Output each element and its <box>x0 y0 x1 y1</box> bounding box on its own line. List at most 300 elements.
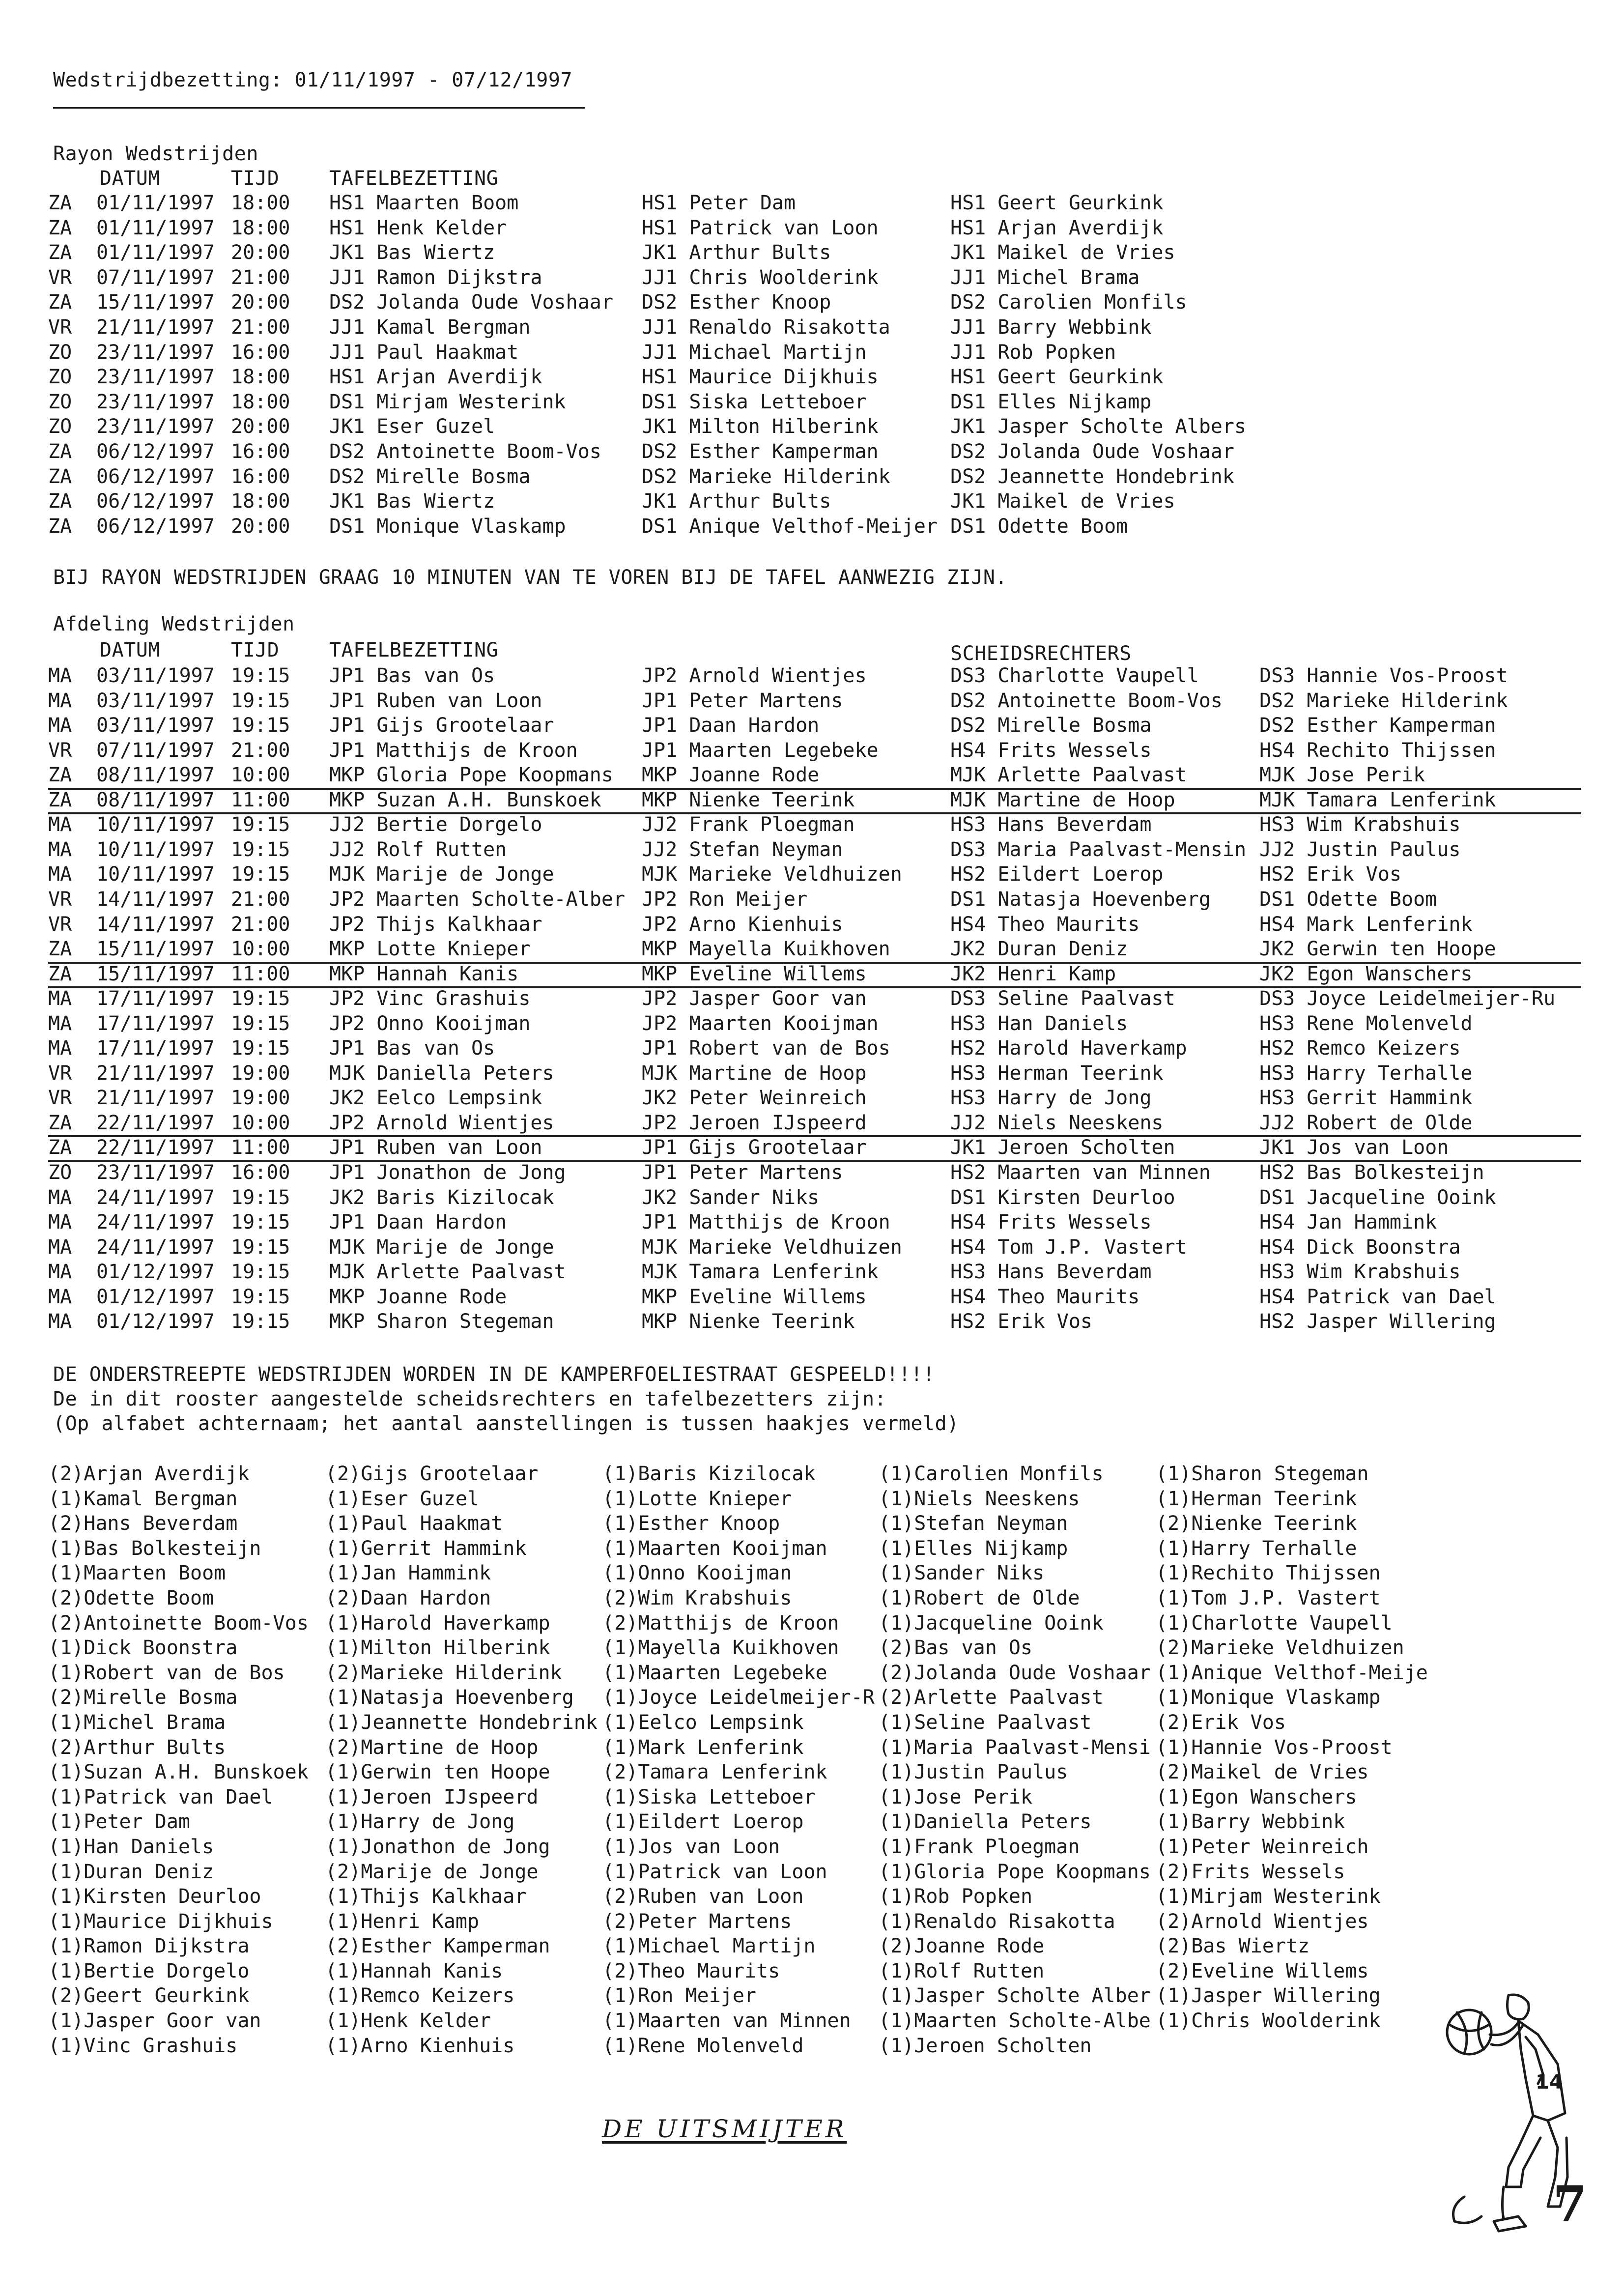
afdeling-table-official: JP1 Ruben van Loon <box>329 689 542 712</box>
official-name: (1)Patrick van Loon <box>602 1860 827 1883</box>
official-name: (2)Erik Vos <box>1156 1711 1286 1734</box>
official-name: (2)Maikel de Vries <box>1156 1761 1369 1784</box>
afdeling-row-underlined <box>48 1111 1581 1138</box>
rayon-day: ZO <box>48 390 72 413</box>
official-name: (2)Nienke Teerink <box>1156 1512 1357 1535</box>
afdeling-day: MA <box>48 987 72 1010</box>
afdeling-referee: JK1 Jos van Loon <box>1259 1136 1449 1159</box>
afdeling-row <box>48 862 1581 887</box>
afdeling-table-official: JP1 Bas van Os <box>329 664 495 687</box>
official-name: (2)Antoinette Boom-Vos <box>48 1611 309 1635</box>
afdeling-referee: HS3 Harry Terhalle <box>1259 1062 1473 1085</box>
official-name: (1)Sharon Stegeman <box>1156 1463 1369 1485</box>
rayon-table-official: JK1 Eser Guzel <box>329 415 495 438</box>
official-name: (1)Jos van Loon <box>602 1835 780 1858</box>
official-name: (1)Harold Haverkamp <box>325 1611 550 1635</box>
afdeling-day: MA <box>48 1310 72 1333</box>
afdeling-referee: HS4 Frits Wessels <box>950 739 1152 762</box>
afdeling-date: 03/11/1997 <box>96 714 215 737</box>
afdeling-time: 19:15 <box>231 714 290 737</box>
afdeling-day: MA <box>48 1211 72 1234</box>
rayon-time: 16:00 <box>231 465 290 488</box>
afdeling-referee: JK2 Gerwin ten Hoope <box>1259 938 1496 961</box>
afdeling-referee: DS1 Jacqueline Ooink <box>1259 1186 1496 1209</box>
rayon-row <box>48 414 1581 439</box>
rayon-time: 18:00 <box>231 192 290 214</box>
rayon-day: ZO <box>48 415 72 438</box>
afdeling-row-underlined <box>48 962 1581 989</box>
rayon-table-official: DS2 Esther Knoop <box>642 291 831 314</box>
official-name: (1)Mirjam Westerink <box>1156 1885 1381 1908</box>
official-name: (2)Jolanda Oude Voshaar <box>879 1661 1151 1684</box>
rayon-table-official: HS1 Patrick van Loon <box>642 216 879 239</box>
rayon-col-tijd: TIJD <box>231 167 280 190</box>
rayon-date: 06/12/1997 <box>96 465 215 488</box>
afdeling-referee: JJ2 Niels Neeskens <box>950 1111 1164 1134</box>
afdeling-note-underlined: DE ONDERSTREEPTE WEDSTRIJDEN WORDEN IN DE KAMPERFOELIESTRAAT GESPEELD!!!! <box>53 1363 935 1386</box>
rayon-table-official: DS1 Odette Boom <box>950 515 1128 538</box>
rayon-table-official: JJ1 Rob Popken <box>950 341 1116 364</box>
official-name: (2)Daan Hardon <box>325 1586 491 1609</box>
afdeling-referee: JK2 Duran Deniz <box>950 938 1128 961</box>
afdeling-referee: MJK Tamara Lenferink <box>1259 788 1496 811</box>
rayon-day: ZO <box>48 366 72 389</box>
rayon-table-official: DS2 Jeannette Hondebrink <box>950 465 1234 488</box>
afdeling-table-official: JP2 Arno Kienhuis <box>642 913 843 936</box>
afdeling-day: ZA <box>48 962 72 985</box>
afdeling-date: 01/12/1997 <box>96 1285 215 1308</box>
afdeling-day: MA <box>48 664 72 687</box>
rayon-time: 20:00 <box>231 241 290 264</box>
afdeling-table-official: JP1 Daan Hardon <box>642 714 820 737</box>
afdeling-row <box>48 887 1581 912</box>
afdeling-table-official: MKP Nienke Teerink <box>642 1310 855 1333</box>
rayon-date: 21/11/1997 <box>96 316 215 339</box>
rayon-row <box>48 489 1581 514</box>
rayon-table-official: JK1 Bas Wiertz <box>329 490 495 513</box>
afdeling-date: 08/11/1997 <box>96 788 215 811</box>
rayon-time: 20:00 <box>231 291 290 314</box>
rayon-table-official: JJ1 Renaldo Risakotta <box>642 316 890 339</box>
afdeling-referee: HS2 Harold Haverkamp <box>950 1037 1187 1060</box>
rayon-date: 01/11/1997 <box>96 192 215 214</box>
afdeling-row-underlined <box>48 937 1581 964</box>
official-name: (1)Barry Webbink <box>1156 1810 1345 1834</box>
afdeling-date: 03/11/1997 <box>96 664 215 687</box>
official-name: (1)Ron Meijer <box>602 1984 757 2008</box>
official-name: (1)Sander Niks <box>879 1562 1045 1585</box>
official-name: (2)Eveline Willems <box>1156 1959 1369 1982</box>
afdeling-time: 19:00 <box>231 1087 290 1110</box>
afdeling-date: 03/11/1997 <box>96 689 215 712</box>
official-name: (2)Hans Beverdam <box>48 1512 238 1535</box>
rayon-table-official: DS2 Jolanda Oude Voshaar <box>329 291 613 314</box>
afdeling-referee: JJ2 Justin Paulus <box>1259 838 1461 861</box>
rayon-day: ZA <box>48 440 72 463</box>
rayon-row <box>48 439 1581 464</box>
afdeling-referee: HS4 Theo Maurits <box>950 913 1140 936</box>
afdeling-referee: HS3 Han Daniels <box>950 1012 1128 1035</box>
afdeling-date: 14/11/1997 <box>96 913 215 936</box>
official-name: (1)Maria Paalvast-Mensi <box>879 1736 1151 1759</box>
afdeling-table-official: JJ2 Stefan Neyman <box>642 838 843 861</box>
svg-text:14: 14 <box>1536 2071 1563 2094</box>
afdeling-referee: JK2 Henri Kamp <box>950 962 1116 985</box>
official-name: (1)Eildert Loerop <box>602 1810 804 1834</box>
rayon-day: ZO <box>48 341 72 364</box>
rayon-table-official: JK1 Maikel de Vries <box>950 490 1175 513</box>
afdeling-table-official: MKP Lotte Knieper <box>329 938 531 961</box>
afdeling-referee: MJK Jose Perik <box>1259 764 1425 787</box>
afdeling-time: 11:00 <box>231 1136 290 1159</box>
afdeling-row <box>48 663 1581 689</box>
afdeling-time: 21:00 <box>231 739 290 762</box>
official-name: (1)Rechito Thijssen <box>1156 1562 1381 1585</box>
afdeling-table-official: JP1 Maarten Legebeke <box>642 739 879 762</box>
rayon-table-official: JJ1 Barry Webbink <box>950 316 1152 339</box>
official-name: (1)Arno Kienhuis <box>325 2034 515 2057</box>
rayon-col-tafel: TAFELBEZETTING <box>329 167 499 190</box>
afdeling-referee: HS4 Frits Wessels <box>950 1211 1152 1234</box>
rayon-row <box>48 240 1581 265</box>
afdeling-table-official: JP1 Peter Martens <box>642 1161 843 1184</box>
rayon-date: 07/11/1997 <box>96 266 215 289</box>
official-name: (1)Bas Bolkesteijn <box>48 1537 261 1560</box>
afdeling-row <box>48 1036 1581 1061</box>
rayon-date: 23/11/1997 <box>96 390 215 413</box>
rayon-table-official: HS1 Peter Dam <box>642 192 796 214</box>
afdeling-referee: DS1 Odette Boom <box>1259 888 1437 911</box>
afdeling-referee: HS2 Jasper Willering <box>1259 1310 1496 1333</box>
official-name: (2)Gijs Grootelaar <box>325 1463 539 1485</box>
afdeling-table-official: JP1 Gijs Grootelaar <box>642 1136 867 1159</box>
afdeling-date: 08/11/1997 <box>96 764 215 787</box>
official-name: (2)Mirelle Bosma <box>48 1686 238 1709</box>
afdeling-table-official: JP2 Ron Meijer <box>642 888 808 911</box>
official-name: (2)Martine de Hoop <box>325 1736 539 1759</box>
afdeling-referee: HS3 Gerrit Hammink <box>1259 1087 1473 1110</box>
rayon-date: 15/11/1997 <box>96 291 215 314</box>
rayon-section-title: Rayon Wedstrijden <box>53 143 258 165</box>
afdeling-referee: HS3 Wim Krabshuis <box>1259 813 1461 836</box>
afdeling-day: ZA <box>48 788 72 811</box>
official-name: (1)Chris Woolderink <box>1156 2009 1381 2033</box>
afdeling-date: 23/11/1997 <box>96 1161 215 1184</box>
afdeling-referee: DS2 Esther Kamperman <box>1259 714 1496 737</box>
rayon-table-official: HS1 Geert Geurkink <box>950 192 1164 214</box>
official-name: (1)Robert de Olde <box>879 1586 1080 1609</box>
official-name: (1)Justin Paulus <box>879 1761 1068 1784</box>
afdeling-referee: HS3 Hans Beverdam <box>950 813 1152 836</box>
rayon-date: 06/12/1997 <box>96 440 215 463</box>
rayon-table-official: DS2 Esther Kamperman <box>642 440 879 463</box>
rayon-date: 23/11/1997 <box>96 341 215 364</box>
official-name: (2)Marieke Hilderink <box>325 1661 562 1684</box>
official-name: (1)Stefan Neyman <box>879 1512 1068 1535</box>
official-name: (2)Bas van Os <box>879 1636 1033 1660</box>
official-name: (1)Jasper Willering <box>1156 1984 1381 2008</box>
afdeling-day: MA <box>48 1285 72 1308</box>
afdeling-row <box>48 713 1581 738</box>
official-name: (1)Henri Kamp <box>325 1910 480 1933</box>
rayon-time: 21:00 <box>231 266 290 289</box>
rayon-table-official: HS1 Maarten Boom <box>329 192 519 214</box>
afdeling-row <box>48 1061 1581 1086</box>
afdeling-referee: DS2 Marieke Hilderink <box>1259 689 1508 712</box>
rayon-date: 01/11/1997 <box>96 241 215 264</box>
afdeling-referee: HS4 Dick Boonstra <box>1259 1235 1461 1259</box>
rayon-time: 18:00 <box>231 390 290 413</box>
official-name: (1)Jeroen IJspeerd <box>325 1785 539 1808</box>
official-name: (1)Jeannette Hondebrink <box>325 1711 598 1734</box>
afdeling-referee: HS3 Herman Teerink <box>950 1062 1164 1085</box>
afdeling-col-scheids: SCHEIDSRECHTERS <box>950 642 1132 665</box>
names-column <box>1156 1462 1431 2034</box>
afdeling-referee: HS2 Eildert Loerop <box>950 863 1164 886</box>
rayon-day: ZA <box>48 490 72 513</box>
rayon-row <box>48 265 1581 290</box>
official-name: (1)Kamal Bergman <box>48 1487 238 1510</box>
afdeling-referee: DS3 Joyce Leidelmeijer-Ru <box>1259 987 1556 1010</box>
official-name: (1)Robert van de Bos <box>48 1661 285 1684</box>
afdeling-table-official: MKP Eveline Willems <box>642 1285 867 1308</box>
official-name: (1)Natasja Hoevenberg <box>325 1686 574 1709</box>
page-number: 7 <box>1553 2175 1587 2233</box>
afdeling-time: 10:00 <box>231 938 290 961</box>
afdeling-referee: DS1 Natasja Hoevenberg <box>950 888 1211 911</box>
afdeling-time: 21:00 <box>231 913 290 936</box>
official-name: (1)Maarten Boom <box>48 1562 226 1585</box>
afdeling-time: 19:15 <box>231 1012 290 1035</box>
official-name: (1)Siska Letteboer <box>602 1785 816 1808</box>
afdeling-time: 19:15 <box>231 987 290 1010</box>
afdeling-day: MA <box>48 1012 72 1035</box>
afdeling-referee: JJ2 Robert de Olde <box>1259 1111 1473 1134</box>
official-name: (2)Joanne Rode <box>879 1935 1045 1958</box>
afdeling-time: 19:00 <box>231 1062 290 1085</box>
rayon-date: 23/11/1997 <box>96 415 215 438</box>
rayon-row <box>48 191 1581 216</box>
afdeling-table-official: JP1 Robert van de Bos <box>642 1037 890 1060</box>
official-name: (1)Carolien Monfils <box>879 1463 1104 1485</box>
afdeling-day: MA <box>48 1186 72 1209</box>
official-name: (1)Joyce Leidelmeijer-R <box>602 1686 875 1709</box>
names-column <box>879 1462 1154 2058</box>
rayon-time: 18:00 <box>231 490 290 513</box>
official-name: (2)Ruben van Loon <box>602 1885 804 1908</box>
afdeling-day: MA <box>48 863 72 886</box>
afdeling-time: 11:00 <box>231 788 290 811</box>
official-name: (1)Duran Deniz <box>48 1860 214 1883</box>
official-name: (1)Jonathon de Jong <box>325 1835 550 1858</box>
afdeling-day: VR <box>48 913 72 936</box>
afdeling-table-official: JP2 Vinc Grashuis <box>329 987 531 1010</box>
rayon-table-official: DS2 Carolien Monfils <box>950 291 1187 314</box>
official-name: (1)Harry Terhalle <box>1156 1537 1357 1560</box>
afdeling-time: 19:15 <box>231 838 290 861</box>
official-name: (1)Monique Vlaskamp <box>1156 1686 1381 1709</box>
afdeling-table-official: MJK Arlette Paalvast <box>329 1261 566 1284</box>
rayon-note: BIJ RAYON WEDSTRIJDEN GRAAG 10 MINUTEN VAN TE VOREN BIJ DE TAFEL AANWEZIG ZIJN. <box>53 566 1007 589</box>
official-name: (1)Han Daniels <box>48 1835 214 1858</box>
afdeling-table-official: MKP Eveline Willems <box>642 962 867 985</box>
afdeling-time: 11:00 <box>231 962 290 985</box>
afdeling-table-official: JJ2 Rolf Rutten <box>329 838 507 861</box>
afdeling-day: ZO <box>48 1161 72 1184</box>
afdeling-table-official: JP2 Onno Kooijman <box>329 1012 531 1035</box>
rayon-day: ZA <box>48 515 72 538</box>
afdeling-referee: HS4 Mark Lenferink <box>1259 913 1473 936</box>
afdeling-row <box>48 1235 1581 1260</box>
rayon-table-official: HS1 Maurice Dijkhuis <box>642 366 879 389</box>
rayon-table-official: DS1 Siska Letteboer <box>642 390 867 413</box>
rayon-row <box>48 365 1581 390</box>
afdeling-day: ZA <box>48 938 72 961</box>
rayon-table-official: JK1 Maikel de Vries <box>950 241 1175 264</box>
names-column <box>602 1462 878 2058</box>
afdeling-table-official: JP1 Peter Martens <box>642 689 843 712</box>
afdeling-table-official: JJ2 Bertie Dorgelo <box>329 813 542 836</box>
afdeling-date: 10/11/1997 <box>96 863 215 886</box>
afdeling-row <box>48 1210 1581 1235</box>
afdeling-col-datum: DATUM <box>100 639 160 661</box>
official-name: (1)Mark Lenferink <box>602 1736 804 1759</box>
official-name: (1)Jasper Scholte Alber <box>879 1984 1151 2008</box>
signature: DE UITSMIJTER <box>602 2115 847 2143</box>
rayon-time: 16:00 <box>231 440 290 463</box>
afdeling-time: 19:15 <box>231 1235 290 1259</box>
official-name: (1)Harry de Jong <box>325 1810 515 1834</box>
names-column <box>48 1462 323 2058</box>
official-name: (1)Ramon Dijkstra <box>48 1935 250 1958</box>
afdeling-date: 24/11/1997 <box>96 1211 215 1234</box>
rayon-day: ZA <box>48 241 72 264</box>
afdeling-table-official: JP2 Arnold Wientjes <box>329 1111 554 1134</box>
afdeling-table-official: MJK Marije de Jonge <box>329 863 554 886</box>
afdeling-referee: DS3 Seline Paalvast <box>950 987 1175 1010</box>
afdeling-row-underlined <box>48 1135 1581 1162</box>
official-name: (1)Hannie Vos-Proost <box>1156 1736 1393 1759</box>
afdeling-row <box>48 986 1581 1011</box>
afdeling-date: 10/11/1997 <box>96 813 215 836</box>
official-name: (1)Maarten van Minnen <box>602 2009 851 2033</box>
afdeling-note-legend: (Op alfabet achternaam; het aantal aanstellingen is tussen haakjes vermeld) <box>53 1412 959 1435</box>
rayon-table-official: JJ1 Michael Martijn <box>642 341 867 364</box>
official-name: (2)Marieke Veldhuizen <box>1156 1636 1404 1660</box>
official-name: (1)Gerwin ten Hoope <box>325 1761 550 1784</box>
afdeling-date: 22/11/1997 <box>96 1111 215 1134</box>
official-name: (1)Eelco Lempsink <box>602 1711 804 1734</box>
afdeling-day: MA <box>48 1235 72 1259</box>
afdeling-col-tafel: TAFELBEZETTING <box>329 639 499 661</box>
official-name: (1)Charlotte Vaupell <box>1156 1611 1393 1635</box>
official-name: (1)Maarten Scholte-Albe <box>879 2009 1151 2033</box>
afdeling-referee: JK1 Jeroen Scholten <box>950 1136 1175 1159</box>
official-name: (2)Arlette Paalvast <box>879 1686 1104 1709</box>
afdeling-referee: HS4 Patrick van Dael <box>1259 1285 1496 1308</box>
afdeling-time: 19:15 <box>231 689 290 712</box>
afdeling-table-official: JP2 Jeroen IJspeerd <box>642 1111 867 1134</box>
rayon-date: 01/11/1997 <box>96 216 215 239</box>
official-name: (2)Bas Wiertz <box>1156 1935 1310 1958</box>
official-name: (2)Peter Martens <box>602 1910 792 1933</box>
rayon-table-official: JK1 Jasper Scholte Albers <box>950 415 1247 438</box>
afdeling-referee: HS2 Erik Vos <box>950 1310 1092 1333</box>
official-name: (1)Remco Keizers <box>325 1984 515 2008</box>
official-name: (1)Thijs Kalkhaar <box>325 1885 527 1908</box>
afdeling-day: VR <box>48 1087 72 1110</box>
afdeling-day: MA <box>48 689 72 712</box>
rayon-table-official: JK1 Arthur Bults <box>642 241 831 264</box>
afdeling-row <box>48 1160 1581 1185</box>
afdeling-day: VR <box>48 888 72 911</box>
rayon-col-datum: DATUM <box>100 167 160 190</box>
afdeling-time: 19:15 <box>231 1310 290 1333</box>
official-name: (1)Tom J.P. Vastert <box>1156 1586 1381 1609</box>
rayon-row <box>48 290 1581 315</box>
afdeling-day: ZA <box>48 764 72 787</box>
afdeling-col-tijd: TIJD <box>231 639 280 661</box>
rayon-table-official: JJ1 Ramon Dijkstra <box>329 266 542 289</box>
afdeling-referee: HS2 Bas Bolkesteijn <box>1259 1161 1484 1184</box>
afdeling-referee: HS4 Theo Maurits <box>950 1285 1140 1308</box>
afdeling-table-official: MKP Mayella Kuikhoven <box>642 938 890 961</box>
official-name: (1)Lotte Knieper <box>602 1487 792 1510</box>
rayon-time: 18:00 <box>231 216 290 239</box>
official-name: (2)Esther Kamperman <box>325 1935 550 1958</box>
official-name: (1)Milton Hilberink <box>325 1636 550 1660</box>
official-name: (2)Arnold Wientjes <box>1156 1910 1369 1933</box>
afdeling-table-official: MJK Marije de Jonge <box>329 1235 554 1259</box>
afdeling-referee: HS3 Rene Molenveld <box>1259 1012 1473 1035</box>
official-name: (1)Rolf Rutten <box>879 1959 1045 1982</box>
afdeling-table-official: JP2 Jasper Goor van <box>642 987 867 1010</box>
afdeling-table-official: MJK Marieke Veldhuizen <box>642 1235 902 1259</box>
afdeling-table-official: MJK Martine de Hoop <box>642 1062 867 1085</box>
rayon-date: 23/11/1997 <box>96 366 215 389</box>
official-name: (1)Michael Martijn <box>602 1935 816 1958</box>
afdeling-row-underlined <box>48 763 1581 790</box>
afdeling-date: 21/11/1997 <box>96 1087 215 1110</box>
afdeling-row-underlined <box>48 788 1581 815</box>
afdeling-row <box>48 738 1581 763</box>
official-name: (1)Jasper Goor van <box>48 2009 261 2033</box>
rayon-time: 16:00 <box>231 341 290 364</box>
official-name: (2)Tamara Lenferink <box>602 1761 827 1784</box>
afdeling-time: 19:15 <box>231 1211 290 1234</box>
afdeling-day: MA <box>48 813 72 836</box>
afdeling-table-official: MKP Sharon Stegeman <box>329 1310 554 1333</box>
afdeling-table-official: JP1 Bas van Os <box>329 1037 495 1060</box>
rayon-day: ZA <box>48 216 72 239</box>
afdeling-day: MA <box>48 714 72 737</box>
afdeling-date: 21/11/1997 <box>96 1062 215 1085</box>
official-name: (1)Jan Hammink <box>325 1562 491 1585</box>
rayon-time: 20:00 <box>231 515 290 538</box>
afdeling-table-official: JK2 Baris Kizilocak <box>329 1186 554 1209</box>
afdeling-referee: HS4 Rechito Thijssen <box>1259 739 1496 762</box>
names-column <box>325 1462 600 2058</box>
rayon-table-official: JK1 Arthur Bults <box>642 490 831 513</box>
afdeling-referee: HS2 Maarten van Minnen <box>950 1161 1211 1184</box>
afdeling-table-official: JK2 Sander Niks <box>642 1186 820 1209</box>
afdeling-table-official: JJ2 Frank Ploegman <box>642 813 855 836</box>
official-name: (2)Geert Geurkink <box>48 1984 250 2008</box>
player-head <box>1508 1995 1529 2019</box>
official-name: (1)Mayella Kuikhoven <box>602 1636 839 1660</box>
official-name: (2)Marije de Jonge <box>325 1860 539 1883</box>
afdeling-referee: DS2 Mirelle Bosma <box>950 714 1152 737</box>
